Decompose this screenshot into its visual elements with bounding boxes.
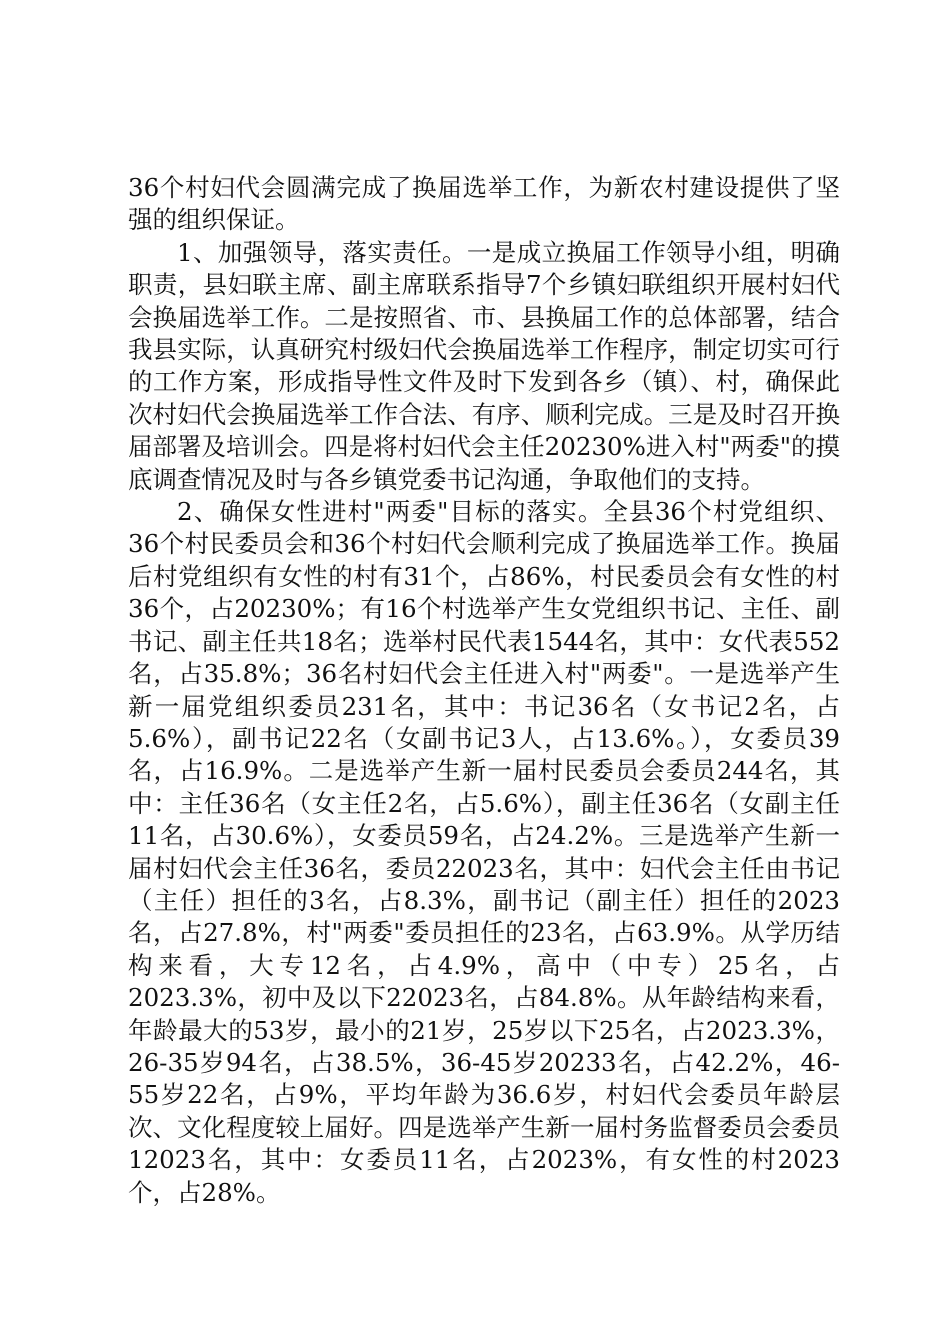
- document-body: [128, 172, 840, 1209]
- paragraph-female-targets: 2、确保女性进村"两委"目标的落实。全县36个村党组织、36个村民委员会和36个村妇代会顺利完成了换届选举工作。换届后村党组织有女性的村有31个，占86%，村民委员会有女性的村36个，占20230%；有16个村选举产生女党组织书记、主任、副书记、副主任共18名；选举村民代表1544名，其中：女代表552名，占35.8%；36名村妇代会主任进入村"两委"。一是选举产生新一届党组织委员231名，其中：书记36名（女书记2名，占5.6%），副书记22名（女副书记3人，占13.6%。），女委员39名，占16.9%。二是选举产生新一届村民委员会委员244名，其中：主任36名（女主任2名，占5.6%），副主任36名（女副主任11名，占30.6%），女委员59名，占24.2%。三是选举产生新一届村妇代会主任36名，委员22023名，其中：妇代会主任由书记（主任）担任的3名，占8.3%，副书记（副主任）担任的2023名，占27.8%，村"两委"委员担任的23名，占63.9%。从学历结构来看，大专12名，占4.9%，高中（中专）25名，占2023.3%，初中及以下22023名，占84.8%。从年龄结构来看，年龄最大的53岁，最小的21岁，25岁以下25名，占2023.3%，26-35岁94名，占38.5%，36-45岁20233名，占42.2%，46-55岁22名，占9%，平均年龄为36.6岁，村妇代会委员年龄层次、文化程度较上届好。四是选举产生新一届村务监督委员会委员12023名，其中：女委员11名，占2023%，有女性的村2023个，占28%。: [128, 497, 840, 1207]
- paragraph-intro: 36个村妇代会圆满完成了换届选举工作，为新农村建设提供了坚强的组织保证。: [128, 173, 840, 235]
- paragraph-leadership: 1、加强领导，落实责任。一是成立换届工作领导小组，明确职责，县妇联主席、副主席联系指导7个乡镇妇联组织开展村妇代会换届选举工作。二是按照省、市、县换届工作的总体部署，结合我县实际，认真研究村级妇代会换届选举工作程序，制定切实可行的工作方案，形成指导性文件及时下发到各乡（镇）、村，确保此次村妇代会换届选举工作合法、有序、顺利完成。三是及时召开换届部署及培训会。四是将村妇代会主任20230%进入村"两委"的摸底调查情况及时与各乡镇党委书记沟通，争取他们的支持。: [128, 237, 840, 494]
